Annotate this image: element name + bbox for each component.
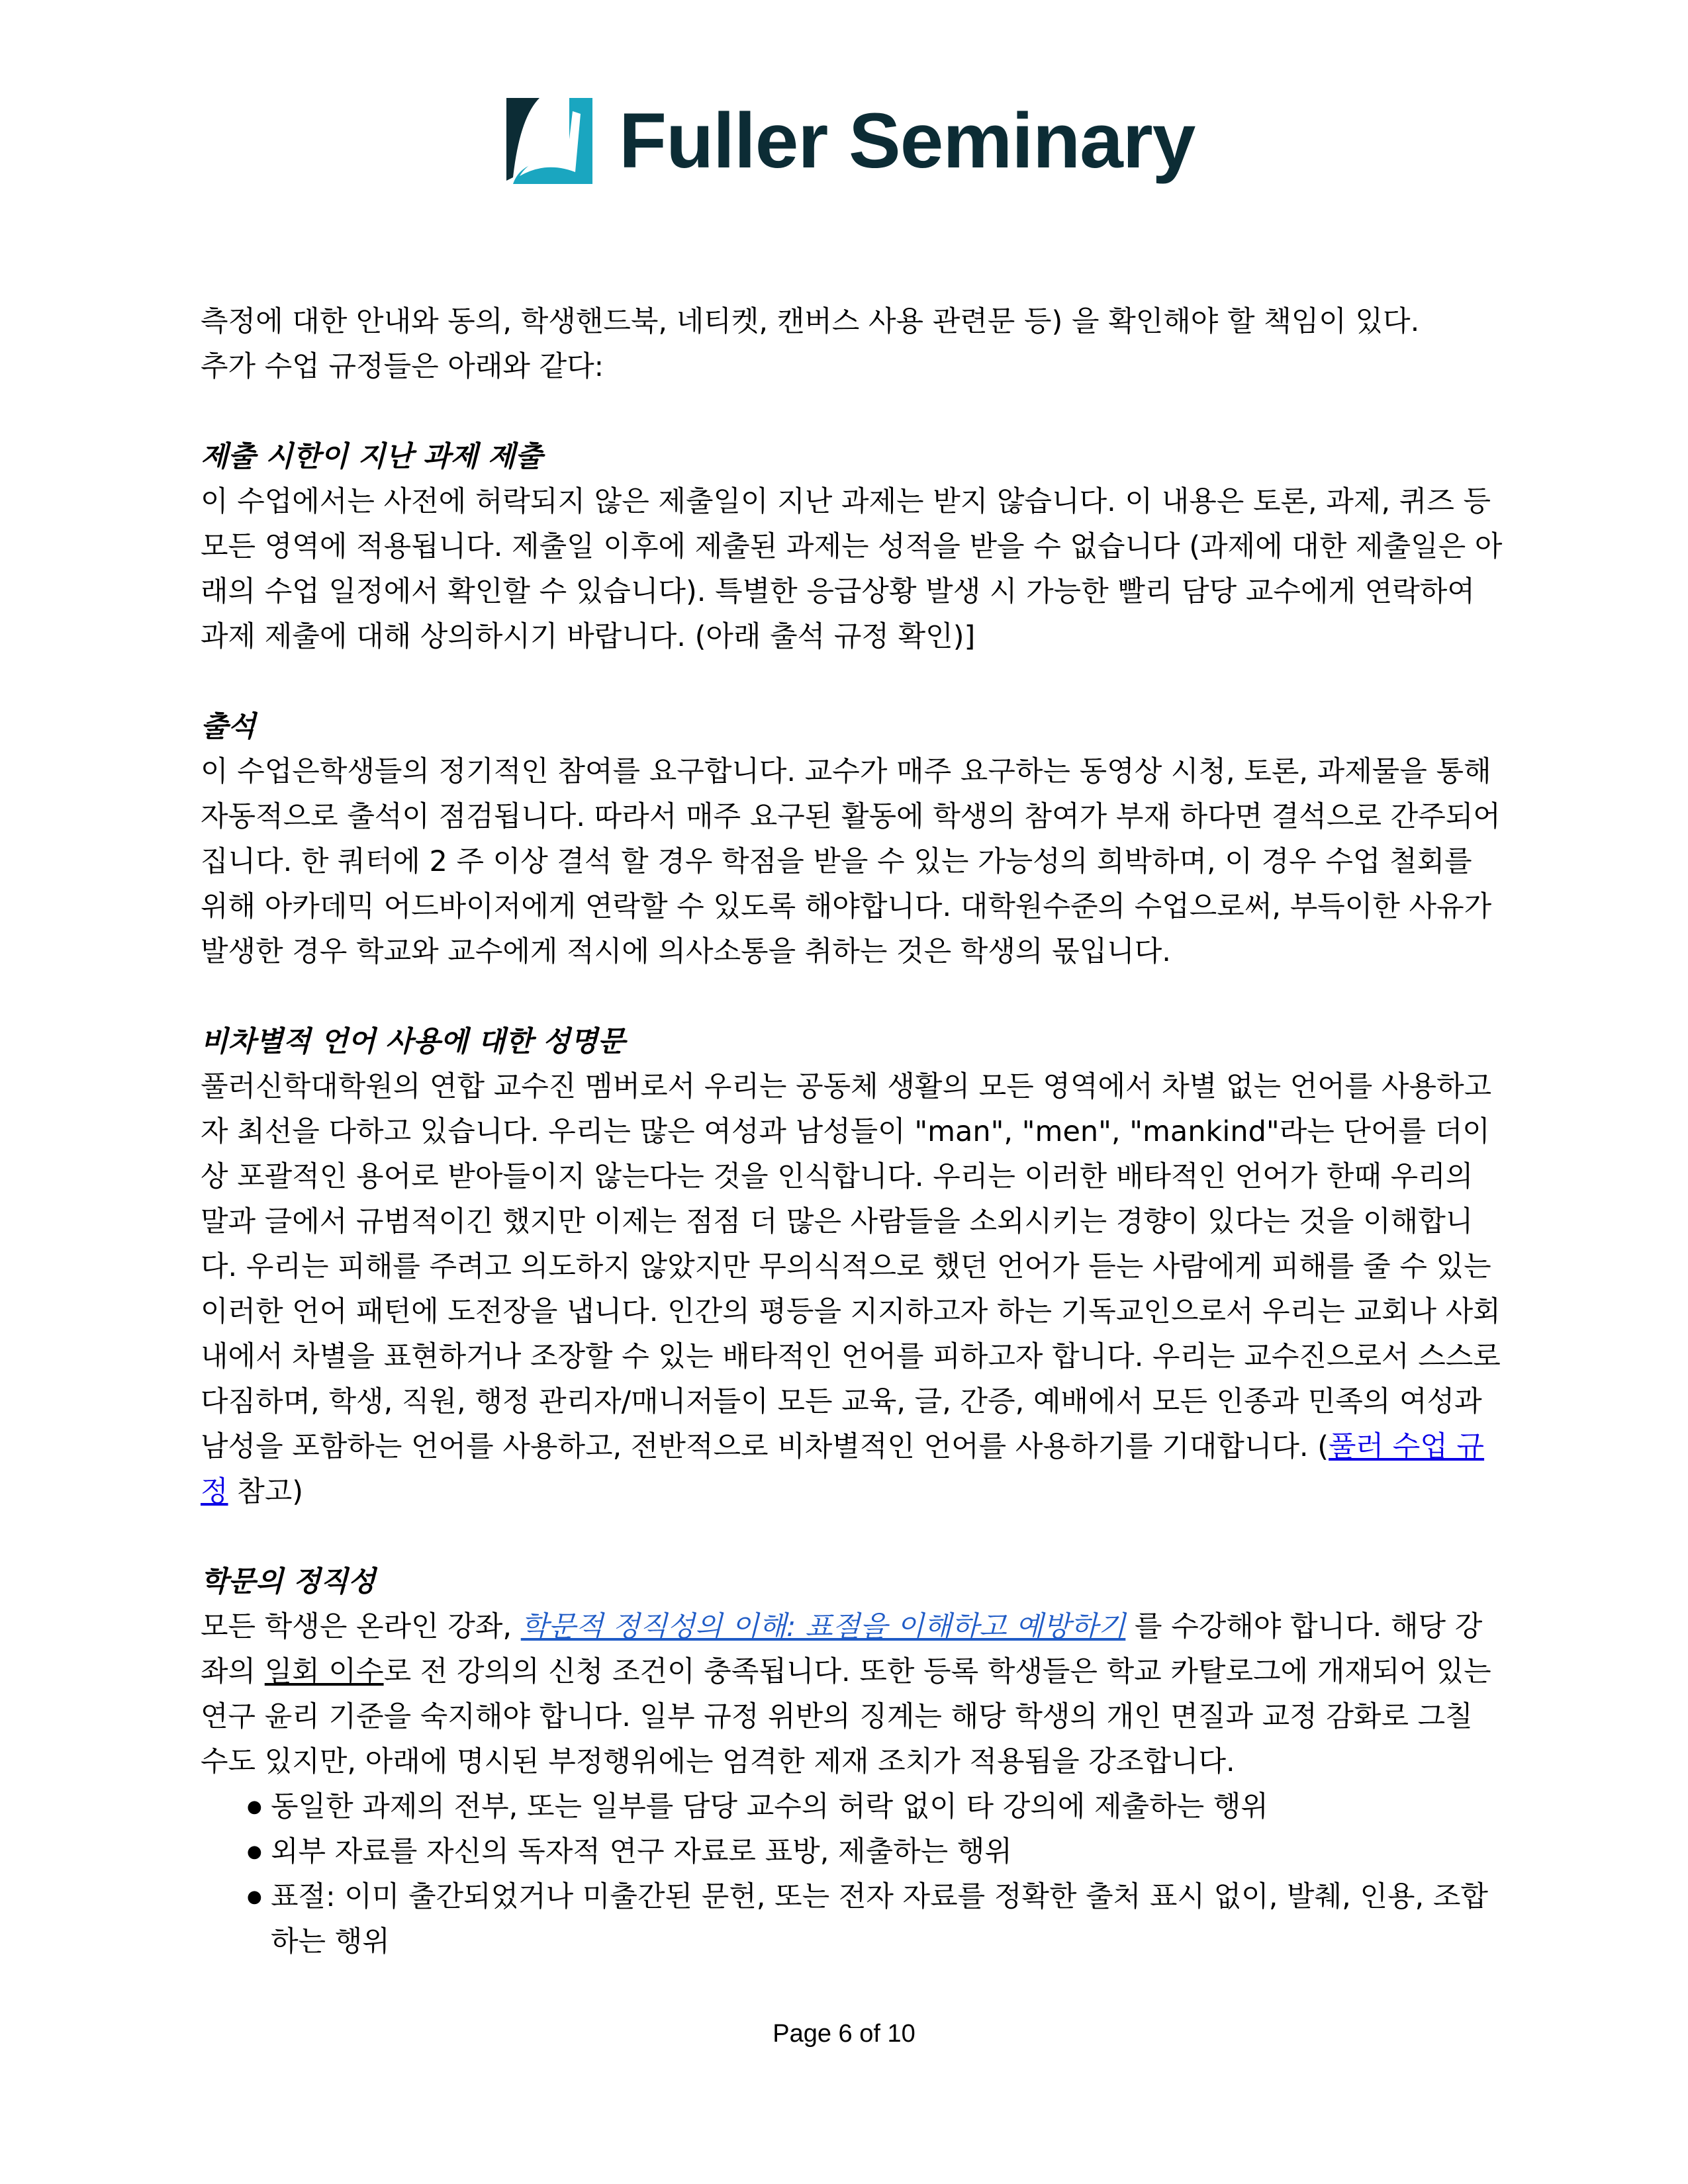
section-title-inclusive-language: 비차별적 언어 사용에 대한 성명문 bbox=[201, 1025, 626, 1058]
academic-integrity-body: 모든 학생은 온라인 강좌, 학문적 정직성의 이해: 표절을 이해하고 예방하기 를 수강해야 합니다. 해당 강좌의 일회 이수로 전 강의의 신청 조건이 충족됩니다. 또한 등록 학생들은 학교 카탈로그에 개재되어 있는 연구 윤리 기준을 숙지해야 합니다. 일부 규정 위반의 징계는 해당 학생의 개인 면질과 교정 감화로 그칠 수도 있지만, 아래에 명시된 부정행위에는 엄격한 제재 조치가 적용됨을 강조합니다. bbox=[201, 1610, 1491, 1778]
inclusive-language-body: 풀러신학대학원의 연합 교수진 멤버로서 우리는 공동체 생활의 모든 영역에서 차별 없는 언어를 사용하고자 최선을 다하고 있습니다. 우리는 많은 여성과 남성들이 "man", "men", "mankind"라는 단어를 더이상 포괄적인 용어로 받아들이지 않는다는 것을 인식합니다. 우리는 이러한 배타적인 언어가 한때 우리의 말과 글에서 규범적이긴 했지만 이제는 점점 더 많은 사람들을 소외시키는 경향이 있다는 것을 이해합니다. 우리는 피해를 주려고 의도하지 않았지만 무의식적으로 했던 언어가 듣는 사람에게 피해를 줄 수 있는 이러한 언어 패턴에 도전장을 냅니다. 인간의 평등을 지지하고자 하는 기독교인으로서 우리는 교회나 사회 내에서 차별을 표현하거나 조장할 수 있는 배타적인 언어를 피하고자 합니다. 우리는 교수진으로서 스스로 다짐하며, 학생, 직원, 행정 관리자/매니저들이 모든 교육, 글, 간증, 예배에서 모든 인종과 민족의 여성과 남성을 포함하는 언어를 사용하고, 전반적으로 비차별적인 언어를 사용하기를 기대합니다. (풀러 수업 규정 참고) bbox=[201, 1070, 1501, 1508]
logo-text: Fuller Seminary bbox=[619, 97, 1196, 185]
fuller-course-policy-link[interactable]: 풀러 수업 규정 bbox=[201, 1430, 1485, 1508]
list-item: ● 표절: 이미 출간되었거나 미출간된 문헌, 또는 전자 자료를 정확한 출처 표시 없이, 발췌, 인용, 조합하는 행위 bbox=[247, 1874, 1505, 1964]
attendance-body: 이 수업은학생들의 정기적인 참여를 요구합니다. 교수가 매주 요구하는 동영상 시청, 토론, 과제물을 통해 자동적으로 출석이 점검됩니다. 따라서 매주 요구된 활동에 학생의 참여가 부재 하다면 결석으로 간주되어집니다. 한 쿼터에 2 주 이상 결석 할 경우 학점을 받을 수 있는 가능성의 희박하며, 이 경우 수업 철회를 위해 아카데믹 어드바이저에게 연락할 수 있도록 해야합니다. 대학원수준의 수업으로써, 부득이한 사유가 발생한 경우 학교와 교수에게 적시에 의사소통을 취하는 것은 학생의 몫입니다. bbox=[201, 755, 1501, 968]
open-book-logo-icon bbox=[506, 98, 592, 184]
section-title-late-submission: 제출 시한이 지난 과제 제출 bbox=[201, 440, 543, 473]
late-submission-body: 이 수업에서는 사전에 허락되지 않은 제출일이 지난 과제는 받지 않습니다. 이 내용은 토론, 과제, 퀴즈 등 모든 영역에 적용됩니다. 제출일 이후에 제출된 과제는 성적을 받을 수 없습니다 (과제에 대한 제출일은 아래의 수업 일정에서 확인할 수 있습니다). 특별한 응급상황 발생 시 가능한 빨리 담당 교수에게 연락하여 과제 제출에 대해 상의하시기 바랍니다. (아래 출석 규정 확인)] bbox=[201, 485, 1503, 653]
page-number: Page 6 of 10 bbox=[773, 2020, 915, 2048]
section-title-attendance: 출석 bbox=[201, 710, 256, 743]
document-body bbox=[201, 299, 1505, 1964]
list-item: ● 외부 자료를 자신의 독자적 연구 자료로 표방, 제출하는 행위 bbox=[247, 1829, 1505, 1874]
list-item: ● 동일한 과제의 전부, 또는 일부를 담당 교수의 허락 없이 타 강의에 제출하는 행위 bbox=[247, 1784, 1505, 1829]
intro-line: 추가 수업 규정들은 아래와 같다: bbox=[201, 350, 604, 383]
section-title-academic-integrity: 학문의 정직성 bbox=[201, 1565, 376, 1598]
misconduct-list bbox=[201, 1784, 1505, 1964]
academic-integrity-course-link[interactable]: 학문적 정직성의 이해: 표절을 이해하고 예방하기 bbox=[520, 1610, 1126, 1643]
fuller-seminary-logo bbox=[506, 98, 1195, 184]
intro-line: 측정에 대한 안내와 동의, 학생핸드북, 네티켓, 캔버스 사용 관련문 등) 을 확인해야 할 책임이 있다. bbox=[201, 305, 1420, 338]
underlined-text: 일회 이수 bbox=[264, 1655, 384, 1688]
